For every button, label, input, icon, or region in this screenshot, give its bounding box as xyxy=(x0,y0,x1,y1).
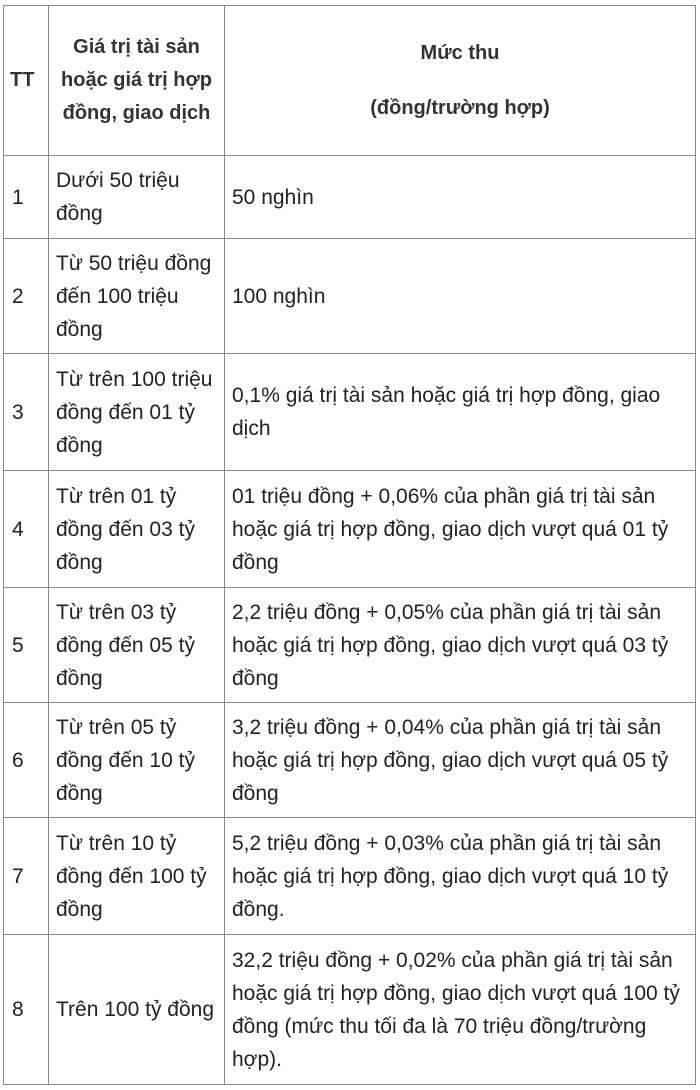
row-asset-value: Từ trên 03 tỷ đồng đến 05 tỷ đồng xyxy=(49,588,225,703)
row-asset-value: Trên 100 tỷ đồng xyxy=(49,935,225,1085)
table-row xyxy=(4,471,696,588)
row-fee: 100 nghìn xyxy=(225,239,696,354)
table-row xyxy=(4,588,696,703)
header-fee-title: Mức thu xyxy=(420,41,500,64)
table-row xyxy=(4,818,696,935)
row-number: 5 xyxy=(4,588,49,703)
header-asset-value: Giá trị tài sản hoặc giá trị hợp đồng, giao dịch xyxy=(49,6,225,156)
row-fee: 01 triệu đồng + 0,06% của phần giá trị tài sản hoặc giá trị hợp đồng, giao dịch vượt quá 01 tỷ đồng xyxy=(225,471,696,588)
header-fee-unit: (đồng/trường hợp) xyxy=(370,96,550,119)
row-asset-value: Từ trên 100 triệu đồng đến 01 tỷ đồng xyxy=(49,354,225,471)
table-body xyxy=(4,156,696,1085)
row-number: 3 xyxy=(4,354,49,471)
row-fee: 2,2 triệu đồng + 0,05% của phần giá trị tài sản hoặc giá trị hợp đồng, giao dịch vượt quá 03 tỷ đồng xyxy=(225,588,696,703)
row-fee: 32,2 triệu đồng + 0,02% của phần giá trị tài sản hoặc giá trị hợp đồng, giao dịch vượt quá 100 tỷ đồng (mức thu tối đa là 70 triệu đồng/trường hợp). xyxy=(225,935,696,1085)
table-row xyxy=(4,156,696,239)
header-tt: TT xyxy=(4,6,49,156)
row-fee: 3,2 triệu đồng + 0,04% của phần giá trị tài sản hoặc giá trị hợp đồng, giao dịch vượt quá 05 tỷ đồng xyxy=(225,703,696,818)
row-fee: 50 nghìn xyxy=(225,156,696,239)
fee-table xyxy=(3,5,696,1085)
table-row xyxy=(4,354,696,471)
table-header xyxy=(4,6,696,156)
table-row xyxy=(4,703,696,818)
row-number: 4 xyxy=(4,471,49,588)
table-row xyxy=(4,935,696,1085)
row-fee: 0,1% giá trị tài sản hoặc giá trị hợp đồng, giao dịch xyxy=(225,354,696,471)
header-row xyxy=(4,6,696,156)
row-asset-value: Từ trên 10 tỷ đồng đến 100 tỷ đồng xyxy=(49,818,225,935)
row-number: 7 xyxy=(4,818,49,935)
row-number: 2 xyxy=(4,239,49,354)
header-fee xyxy=(225,6,696,156)
table-row xyxy=(4,239,696,354)
row-number: 1 xyxy=(4,156,49,239)
row-asset-value: Dưới 50 triệu đồng xyxy=(49,156,225,239)
row-number: 6 xyxy=(4,703,49,818)
row-asset-value: Từ trên 05 tỷ đồng đến 10 tỷ đồng xyxy=(49,703,225,818)
row-number: 8 xyxy=(4,935,49,1085)
row-asset-value: Từ 50 triệu đồng đến 100 triệu đồng xyxy=(49,239,225,354)
row-asset-value: Từ trên 01 tỷ đồng đến 03 tỷ đồng xyxy=(49,471,225,588)
fee-table-container xyxy=(3,5,695,1085)
row-fee: 5,2 triệu đồng + 0,03% của phần giá trị tài sản hoặc giá trị hợp đồng, giao dịch vượt quá 10 tỷ đồng. xyxy=(225,818,696,935)
